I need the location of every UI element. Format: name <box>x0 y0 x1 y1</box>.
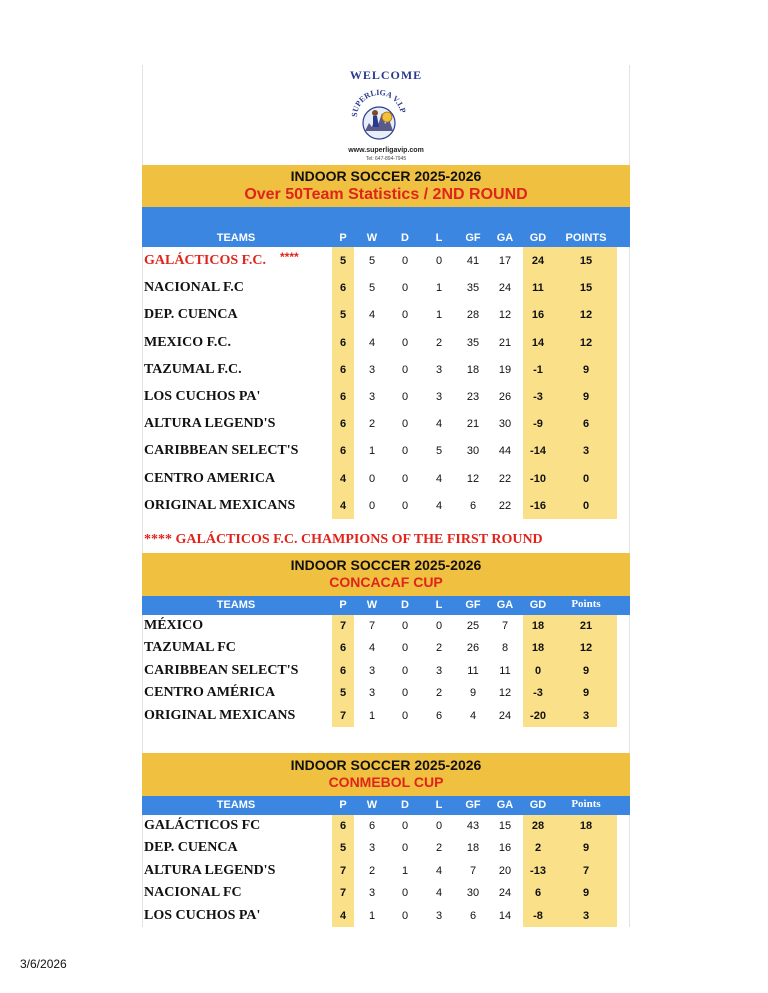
stat-cell-d: 0 <box>401 418 409 431</box>
stat-cell-l: 0 <box>435 255 443 267</box>
team-name: GALÁCTICOS F.C. <box>144 253 267 268</box>
col-p: P <box>339 799 347 811</box>
stat-cell-gf: 25 <box>466 620 480 632</box>
stat-cell-p: 6 <box>339 664 347 677</box>
col-d: D <box>401 599 409 611</box>
stat-cell-gd: 18 <box>531 642 545 655</box>
brand-arc-text: SUPERLIGA V.I.P <box>349 87 408 118</box>
stat-cell-w: 5 <box>368 282 376 295</box>
stat-cell-w: 2 <box>368 418 376 431</box>
col-w: W <box>366 232 378 244</box>
stat-cell-gf: 43 <box>466 820 480 832</box>
stat-cell-d: 0 <box>401 309 409 322</box>
table-row <box>142 860 630 882</box>
stat-cell-d: 0 <box>401 909 409 922</box>
stat-cell-p: 7 <box>339 887 347 900</box>
stat-cell-w: 6 <box>368 820 376 832</box>
col-d: D <box>401 232 409 244</box>
stat-cell-d: 0 <box>401 664 409 677</box>
stat-cell-w: 0 <box>368 472 376 485</box>
section2-header-row <box>142 596 630 615</box>
col-p: P <box>339 599 347 611</box>
stat-cell-d: 0 <box>401 499 409 512</box>
stat-cell-w: 7 <box>368 620 376 632</box>
table-row <box>142 247 630 274</box>
col-teams: TEAMS <box>216 232 256 244</box>
stat-cell-gf: 30 <box>466 445 480 458</box>
stat-cell-pts: 9 <box>582 363 590 376</box>
col-l: L <box>435 799 443 811</box>
col-points: Points <box>571 798 601 810</box>
table-row <box>142 356 630 383</box>
col-ga: GA <box>496 599 514 611</box>
stat-cell-p: 6 <box>339 642 347 655</box>
col-gf: GF <box>465 799 481 811</box>
stat-cell-pts: 12 <box>579 309 593 322</box>
team-name: MEXICO F.C. <box>144 334 231 350</box>
section2-subtitle: CONCACAF CUP <box>329 574 443 590</box>
stat-cell-gd: 14 <box>531 336 545 349</box>
stat-cell-pts: 12 <box>579 642 593 655</box>
stat-cell-d: 0 <box>401 687 409 700</box>
stat-cell-gd: -8 <box>533 909 543 922</box>
table-row <box>142 615 630 637</box>
stat-cell-gf: 21 <box>466 418 480 431</box>
table-row <box>142 682 630 704</box>
stat-cell-d: 0 <box>401 887 409 900</box>
stat-cell-pts: 3 <box>582 709 590 722</box>
stat-cell-ga: 15 <box>498 820 512 832</box>
website-text: www.superligavip.com <box>348 147 424 154</box>
stat-cell-p: 5 <box>339 309 347 322</box>
team-name: CARIBBEAN SELECT'S <box>144 662 299 678</box>
stat-cell-w: 4 <box>368 336 376 349</box>
col-gf: GF <box>465 232 481 244</box>
team-name: LOS CUCHOS PA' <box>144 907 261 923</box>
logo-header <box>142 65 630 165</box>
table-row <box>142 660 630 682</box>
stat-cell-pts: 18 <box>579 820 593 832</box>
stat-cell-d: 0 <box>401 820 409 832</box>
stat-cell-l: 3 <box>435 664 443 677</box>
stat-cell-w: 5 <box>368 255 376 267</box>
col-ga: GA <box>496 232 514 244</box>
stat-cell-ga: 16 <box>498 842 512 855</box>
stat-cell-gd: 18 <box>531 620 545 632</box>
stat-cell-pts: 9 <box>582 391 590 403</box>
team-name: ALTURA LEGEND'S <box>144 416 276 432</box>
stat-cell-gf: 23 <box>466 391 480 403</box>
stat-cell-w: 1 <box>368 709 376 722</box>
stat-cell-p: 6 <box>339 418 347 431</box>
stat-cell-ga: 44 <box>498 445 512 458</box>
stat-cell-l: 3 <box>435 391 443 403</box>
champion-stars: **** <box>280 250 299 264</box>
stat-cell-l: 2 <box>435 687 443 700</box>
stat-cell-d: 0 <box>401 445 409 458</box>
table-row <box>142 815 630 837</box>
stat-cell-gf: 11 <box>467 664 479 677</box>
table-row <box>142 410 630 437</box>
stat-cell-d: 0 <box>401 391 409 403</box>
stat-cell-ga: 17 <box>498 255 512 267</box>
stat-cell-w: 3 <box>368 887 376 900</box>
table-row <box>142 637 630 659</box>
col-l: L <box>435 599 443 611</box>
stat-cell-gd: -13 <box>530 864 546 877</box>
stat-cell-gd: -3 <box>533 391 543 403</box>
stat-cell-l: 4 <box>435 864 443 877</box>
table-row <box>142 705 630 727</box>
stat-cell-pts: 21 <box>579 620 593 632</box>
col-w: W <box>366 799 378 811</box>
table-row <box>142 492 630 519</box>
stat-cell-l: 0 <box>435 820 443 832</box>
stat-cell-p: 4 <box>339 499 347 512</box>
stat-cell-l: 2 <box>435 842 443 855</box>
table-row <box>142 329 630 356</box>
stat-cell-ga: 20 <box>498 864 512 877</box>
team-name: CARIBBEAN SELECT'S <box>144 443 299 459</box>
col-teams: TEAMS <box>216 799 256 811</box>
stat-cell-gf: 30 <box>466 887 480 900</box>
stat-cell-p: 5 <box>339 687 347 700</box>
section2-title-block <box>142 553 630 596</box>
stat-cell-d: 0 <box>401 472 409 485</box>
stat-cell-d: 0 <box>401 709 409 722</box>
stat-cell-p: 6 <box>339 336 347 349</box>
col-w: W <box>366 599 378 611</box>
col-points: POINTS <box>565 232 607 244</box>
stat-cell-gf: 6 <box>469 909 477 922</box>
stat-cell-d: 0 <box>401 363 409 376</box>
team-name: ORIGINAL MEXICANS <box>144 707 296 723</box>
col-teams: TEAMS <box>216 599 256 611</box>
stat-cell-d: 0 <box>401 842 409 855</box>
stat-cell-d: 0 <box>401 255 409 267</box>
stat-cell-w: 2 <box>368 864 376 877</box>
stat-cell-gf: 41 <box>466 255 480 267</box>
stat-cell-w: 4 <box>368 642 376 655</box>
stat-cell-gd: 28 <box>531 820 545 832</box>
stat-cell-gf: 4 <box>469 709 477 722</box>
section1-subtitle: Over 50Team Statistics / 2ND ROUND <box>244 186 528 203</box>
stat-cell-l: 0 <box>435 620 443 632</box>
stat-cell-ga: 26 <box>498 391 512 403</box>
stat-cell-w: 0 <box>368 499 376 512</box>
stat-cell-w: 1 <box>368 909 376 922</box>
stat-cell-gd: 24 <box>531 255 545 267</box>
col-d: D <box>401 799 409 811</box>
stat-cell-p: 7 <box>339 709 347 722</box>
team-name: NACIONAL F.C <box>144 280 244 296</box>
stat-cell-d: 0 <box>401 642 409 655</box>
stat-cell-w: 3 <box>368 363 376 376</box>
section3-header-row <box>142 796 630 815</box>
col-ga: GA <box>496 799 514 811</box>
team-name: ALTURA LEGEND'S <box>144 862 276 878</box>
section3-title: INDOOR SOCCER 2025-2026 <box>290 757 482 773</box>
stat-cell-p: 6 <box>339 391 347 403</box>
stat-cell-gd: -10 <box>530 472 546 485</box>
team-name: ORIGINAL MEXICANS <box>144 497 296 513</box>
stat-cell-p: 5 <box>339 255 347 267</box>
stat-cell-ga: 24 <box>498 709 512 722</box>
stat-cell-p: 4 <box>339 472 347 485</box>
stat-cell-gd: -1 <box>533 363 543 376</box>
champions-note: **** GALÁCTICOS F.C. CHAMPIONS OF THE FIRST ROUND <box>144 532 543 547</box>
col-gd: GD <box>529 232 547 244</box>
stat-cell-l: 4 <box>435 887 443 900</box>
stat-cell-l: 4 <box>435 499 443 512</box>
team-name: CENTRO AMERICA <box>144 470 276 486</box>
standings-sheet <box>142 65 630 927</box>
stat-cell-gd: -3 <box>533 687 543 700</box>
stat-cell-ga: 12 <box>498 309 512 322</box>
col-p: P <box>339 232 347 244</box>
stat-cell-pts: 9 <box>582 687 590 700</box>
stat-cell-ga: 30 <box>498 418 512 431</box>
stat-cell-l: 3 <box>435 363 443 376</box>
stat-cell-ga: 24 <box>498 887 512 900</box>
col-gd: GD <box>529 599 547 611</box>
table-row <box>142 383 630 410</box>
stat-cell-gf: 35 <box>466 282 480 295</box>
stat-cell-ga: 22 <box>498 499 512 512</box>
stat-cell-l: 2 <box>435 336 443 349</box>
stat-cell-l: 4 <box>435 418 443 431</box>
stat-cell-l: 5 <box>435 445 443 458</box>
stat-cell-l: 6 <box>435 709 443 722</box>
stat-cell-gf: 12 <box>466 472 480 485</box>
stat-cell-ga: 8 <box>501 642 509 655</box>
stat-cell-ga: 22 <box>498 472 512 485</box>
stat-cell-pts: 12 <box>579 336 593 349</box>
stat-cell-gf: 26 <box>466 642 480 655</box>
stat-cell-pts: 3 <box>582 909 590 922</box>
stat-cell-ga: 19 <box>498 363 512 376</box>
stat-cell-gd: 6 <box>534 887 542 900</box>
stat-cell-p: 7 <box>339 620 347 632</box>
stat-cell-ga: 12 <box>498 687 512 700</box>
stat-cell-pts: 7 <box>582 864 590 877</box>
stat-cell-gf: 7 <box>469 864 477 877</box>
stat-cell-l: 1 <box>435 309 443 322</box>
stat-cell-pts: 0 <box>582 472 590 485</box>
stat-cell-gd: -14 <box>530 445 546 458</box>
stat-cell-pts: 9 <box>582 664 590 677</box>
table-row <box>142 274 630 301</box>
col-gd: GD <box>529 799 547 811</box>
stat-cell-l: 1 <box>435 282 443 295</box>
stat-cell-p: 6 <box>339 445 347 458</box>
stat-cell-pts: 0 <box>582 499 590 512</box>
stat-cell-pts: 3 <box>582 445 590 458</box>
team-name: MÉXICO <box>144 618 204 633</box>
stat-cell-pts: 6 <box>582 418 590 431</box>
stat-cell-l: 4 <box>435 472 443 485</box>
stat-cell-p: 6 <box>339 363 347 376</box>
league-logo-icon <box>347 83 411 147</box>
stat-cell-l: 3 <box>435 909 443 922</box>
welcome-text: WELCOME <box>349 68 423 82</box>
section1-title-block <box>142 165 630 207</box>
stat-cell-l: 2 <box>435 642 443 655</box>
table-row <box>142 882 630 904</box>
team-name: TAZUMAL FC <box>144 640 236 656</box>
stat-cell-p: 7 <box>339 864 347 877</box>
stat-cell-ga: 24 <box>498 282 512 295</box>
stat-cell-gf: 18 <box>466 363 480 376</box>
stat-cell-gd: 2 <box>534 842 542 855</box>
stat-cell-gf: 28 <box>466 309 480 322</box>
team-name: DEP. CUENCA <box>144 307 238 323</box>
stat-cell-ga: 7 <box>501 620 509 632</box>
stat-cell-d: 1 <box>401 864 409 877</box>
table-row <box>142 437 630 464</box>
stat-cell-gf: 35 <box>466 336 480 349</box>
stat-cell-d: 0 <box>401 336 409 349</box>
print-date: 3/6/2026 <box>20 957 67 971</box>
stat-cell-gd: -20 <box>530 709 546 722</box>
col-points: Points <box>571 598 601 610</box>
col-l: L <box>435 232 443 244</box>
stat-cell-ga: 11 <box>499 664 511 677</box>
phone-text: Tel: 647-894-7945 <box>365 156 407 162</box>
section1-header-row <box>142 229 630 247</box>
team-name: DEP. CUENCA <box>144 840 238 856</box>
stat-cell-pts: 15 <box>579 255 593 267</box>
stat-cell-w: 4 <box>368 309 376 322</box>
table-row <box>142 465 630 492</box>
team-name: LOS CUCHOS PA' <box>144 389 261 404</box>
stat-cell-gd: -16 <box>530 499 546 512</box>
section3-subtitle: CONMEBOL CUP <box>328 774 444 790</box>
stat-cell-w: 3 <box>368 687 376 700</box>
stat-cell-p: 6 <box>339 282 347 295</box>
stat-cell-w: 3 <box>368 842 376 855</box>
stat-cell-gd: -9 <box>533 418 543 431</box>
stat-cell-d: 0 <box>401 282 409 295</box>
stat-cell-gf: 18 <box>466 842 480 855</box>
team-name: NACIONAL FC <box>144 885 242 901</box>
stat-cell-p: 4 <box>339 909 347 922</box>
stat-cell-gd: 0 <box>534 664 542 677</box>
stat-cell-p: 5 <box>339 842 347 855</box>
stat-cell-gd: 16 <box>531 309 545 322</box>
stat-cell-d: 0 <box>401 620 409 632</box>
team-name: TAZUMAL F.C. <box>144 361 242 377</box>
stat-cell-w: 3 <box>368 391 376 403</box>
section1-title: INDOOR SOCCER 2025-2026 <box>290 168 482 184</box>
section2-title: INDOOR SOCCER 2025-2026 <box>290 557 482 573</box>
table-row <box>142 301 630 328</box>
table-row <box>142 905 630 927</box>
stat-cell-w: 1 <box>368 445 376 458</box>
team-name: GALÁCTICOS FC <box>144 818 261 833</box>
table-row <box>142 837 630 859</box>
stat-cell-w: 3 <box>368 664 376 677</box>
col-gf: GF <box>465 599 481 611</box>
stat-cell-pts: 15 <box>579 282 593 295</box>
section3-title-block <box>142 753 630 796</box>
stat-cell-gf: 9 <box>469 687 477 700</box>
stat-cell-gf: 6 <box>469 499 477 512</box>
stat-cell-pts: 9 <box>582 842 590 855</box>
stat-cell-ga: 14 <box>498 909 512 922</box>
stat-cell-p: 6 <box>339 820 347 832</box>
team-name: CENTRO AMÉRICA <box>144 685 276 701</box>
stat-cell-pts: 9 <box>582 887 590 900</box>
stat-cell-ga: 21 <box>498 336 512 349</box>
stat-cell-gd: 11 <box>532 282 544 295</box>
